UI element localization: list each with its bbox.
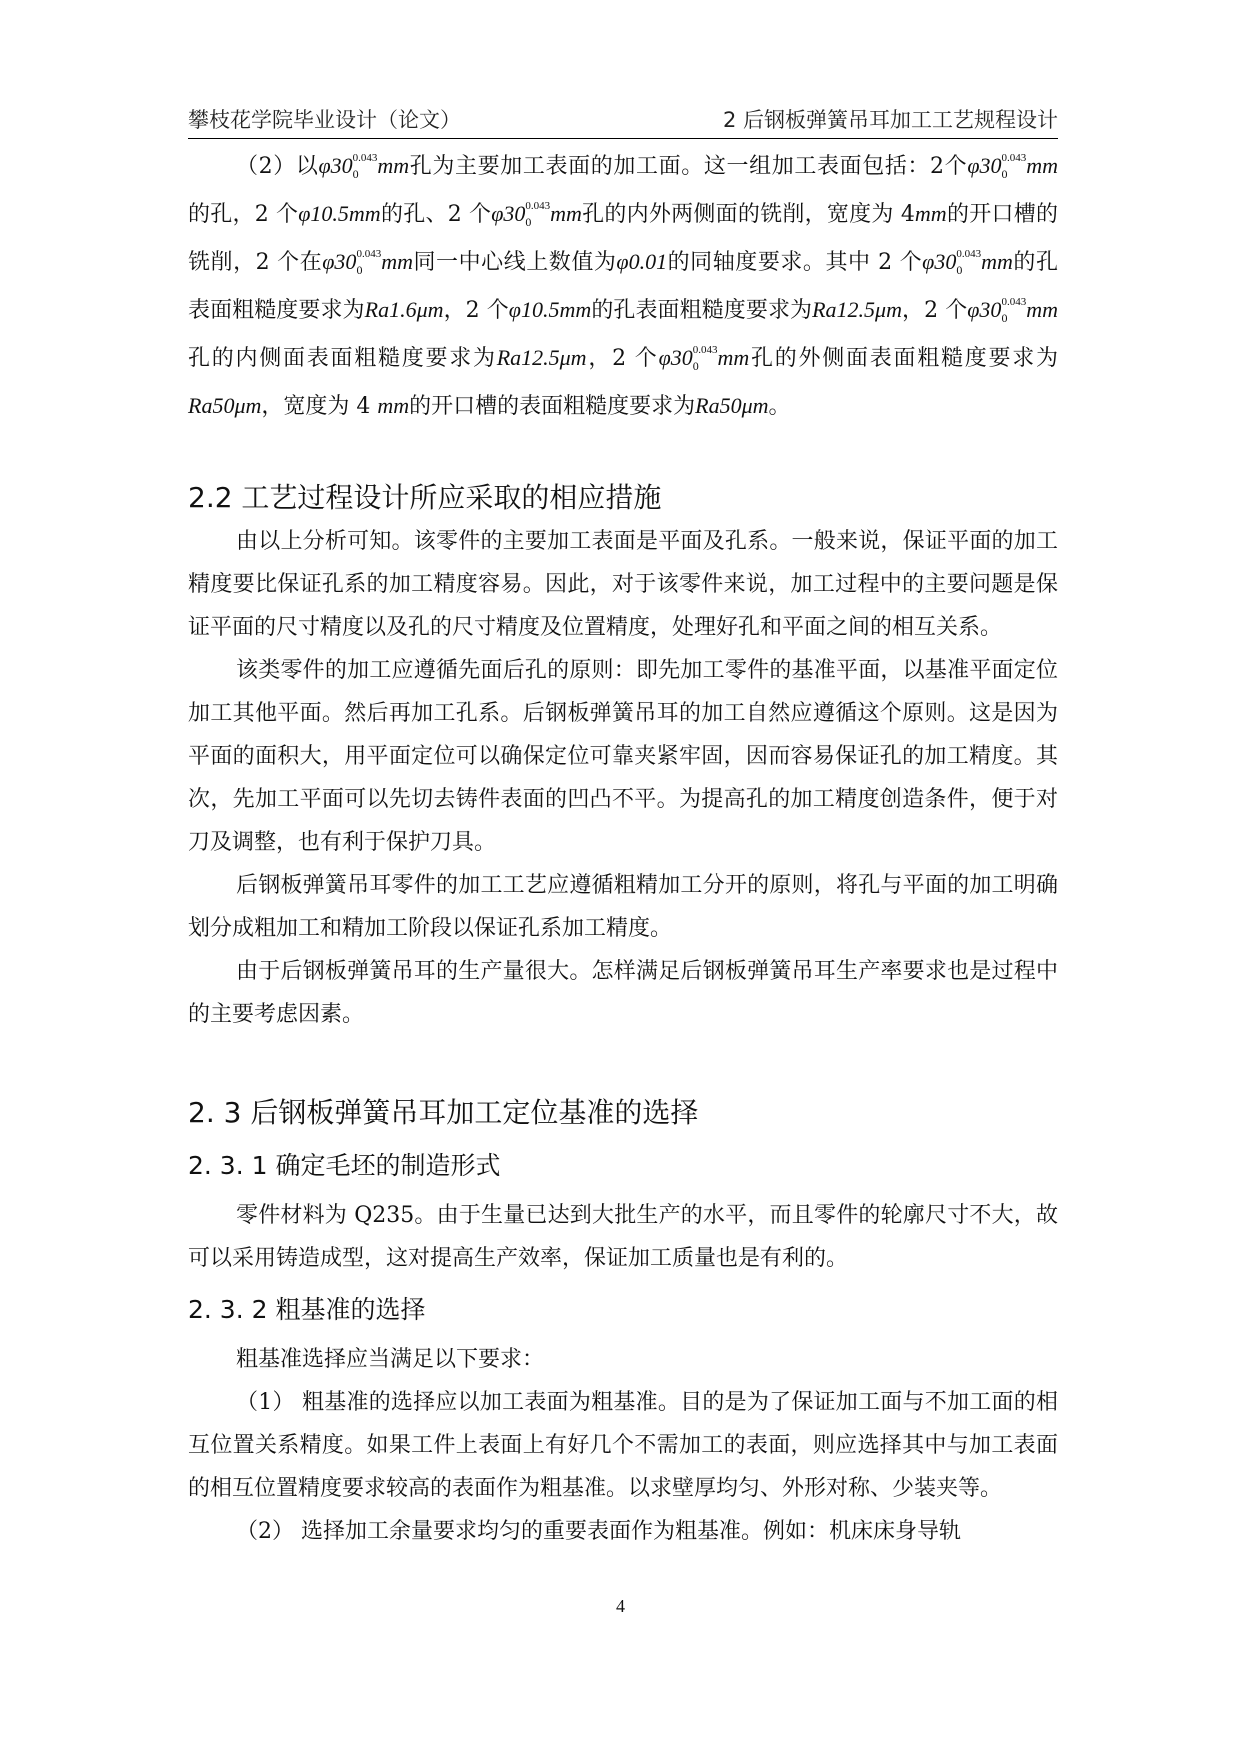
text-run: 孔的外侧面表面粗糙度要求为 — [749, 346, 1058, 371]
math-ra50: Ra50μm — [695, 393, 769, 418]
text-run: 宽度为 4 — [826, 202, 915, 227]
math-phi30: $\varphi 30_0^{0.043}mm$ — [318, 152, 410, 181]
subsection-2-3-1-body — [188, 1194, 1058, 1280]
math-mm: mm — [914, 201, 947, 226]
text-run: 孔的内外两侧面的铣削， — [581, 202, 827, 227]
subsection-heading-2-3-2: 2. 3. 2 粗基准的选择 — [188, 1295, 426, 1324]
section-2-2-body — [188, 520, 1058, 1036]
subsection-heading-2-3-1: 2. 3. 1 确定毛坯的制造形式 — [188, 1151, 501, 1180]
text-run: ，2 个 — [586, 346, 659, 371]
math-phi10-5: φ10.5mm — [298, 201, 381, 226]
text-run: ，宽度为 4 — [261, 394, 371, 419]
subsection-2-3-2-body — [188, 1338, 1058, 1553]
paragraph: 后钢板弹簧吊耳零件的加工工艺应遵循粗精加工分开的原则，将孔与平面的加工明确划分成粗加工和精加工阶段以保证孔系加工精度。 — [188, 873, 1058, 941]
math-ra12-5: Ra12.5μm — [812, 297, 902, 322]
math-phi10-5: φ10.5mm — [508, 297, 592, 322]
math-phi30: $\varphi 30_0^{0.043}mm$ — [491, 200, 582, 229]
paragraph: 粗基准选择应当满足以下要求： — [236, 1347, 545, 1372]
math-ra50: Ra50μm — [188, 393, 262, 418]
text-run: 个 — [944, 154, 968, 179]
math-phi0-01: φ0.01 — [616, 249, 668, 274]
text-run: ，2 个 — [901, 298, 968, 323]
math-phi30: $\varphi 30_0^{0.043}mm$ — [967, 152, 1059, 181]
text-run: 的同 — [667, 250, 713, 275]
text-run: 孔的内侧面表面粗糙度要求 — [188, 346, 473, 371]
math-ra12-5: Ra12.5μm — [496, 345, 587, 370]
text-run: 的孔表面粗糙度要求为 — [591, 298, 813, 323]
paragraph: 零件材料为 Q235。由于生量已达到大批生产的水平，而且零件的轮廓尺寸不大，故可以采用铸造成型，这对提高生产效率，保证加工质量也是有利的。 — [188, 1203, 1058, 1271]
header-left: 攀枝花学院毕业设计（论文） — [188, 108, 461, 132]
text-run: （2）以 — [236, 154, 319, 179]
page-header — [188, 98, 1058, 139]
list-item: （2） 选择加工余量要求均匀的重要表面作为粗基准。例如：机床床身导轨 — [236, 1519, 961, 1544]
math-ra1-6: Ra1.6μm — [364, 297, 444, 322]
section-heading-2-2: 2.2 工艺过程设计所应采取的相应措施 — [188, 481, 662, 514]
intro-paragraph — [188, 144, 1058, 428]
paragraph: 由于后钢板弹簧吊耳的生产量很大。怎样满足后钢板弹簧吊耳生产率要求也是过程中的主要考虑因素。 — [188, 959, 1058, 1027]
text-run: 的孔，2 个 — [188, 202, 299, 227]
math-phi30: $\varphi 30_0^{0.043}mm$ — [967, 296, 1058, 325]
header-right: 2 后钢板弹簧吊耳加工工艺规程设计 — [722, 108, 1058, 132]
section-heading-2-3: 2. 3 后钢板弹簧吊耳加工定位基准的选择 — [188, 1096, 699, 1129]
text-run: 的孔表面粗糙度要求为 — [188, 250, 1058, 323]
text-run: 的开口槽的铣削，2 个在 — [188, 202, 1058, 275]
math-phi30: $\varphi 30_0^{0.043}mm$ — [922, 248, 1013, 277]
text-run: ，2 个 — [443, 298, 509, 323]
text-run: 轴度要求。其中 2 个 — [712, 250, 923, 275]
math-phi30: $\varphi 30_0^{0.043}mm$ — [322, 248, 413, 277]
text-run: 的孔、2 个 — [380, 202, 492, 227]
math-phi30: $\varphi 30_0^{0.043}mm$ — [658, 344, 750, 373]
page-number: 4 — [616, 1596, 625, 1616]
math-mm: mm — [377, 393, 410, 418]
text-run: 孔为主要加工表面的加工面。这一组加工表面包括：2 — [409, 154, 945, 179]
list-item: （1） 粗基准的选择应以加工表面为粗基准。目的是为了保证加工面与不加工面的相互位置关系精度。如果工件上表面上有好几个不需加工的表面，则应选择其中与加工表面的相互位置精度要求较高的表面作为粗基准。以求壁厚均匀、外形对称、少装夹等。 — [188, 1390, 1058, 1501]
paragraph: 由以上分析可知。该零件的主要加工表面是平面及孔系。一般来说，保证平面的加工精度要比保证孔系的加工精度容易。因此，对于该零件来说，加工过程中的主要问题是保证平面的尺寸精度以及孔的尺寸精度及位置精度，处理好孔和平面之间的相互关系。 — [188, 529, 1058, 640]
text-run: 同一中心线上数值为 — [412, 250, 617, 275]
text-run: 。 — [768, 394, 791, 419]
text-run: 为 — [472, 346, 497, 371]
text-run: 的开口槽的表面粗糙度要求为 — [409, 394, 696, 419]
paragraph: 该类零件的加工应遵循先面后孔的原则：即先加工零件的基准平面，以基准平面定位加工其他平面。然后再加工孔系。后钢板弹簧吊耳的加工自然应遵循这个原则。这是因为平面的面积大，用平面定位可以确保定位可靠夹紧牢固，因而容易保证孔的加工精度。其次，先加工平面可以先切去铸件表面的凹凸不平。为提高孔的加工精度创造条件，便于对刀及调整，也有利于保护刀具。 — [188, 658, 1058, 855]
